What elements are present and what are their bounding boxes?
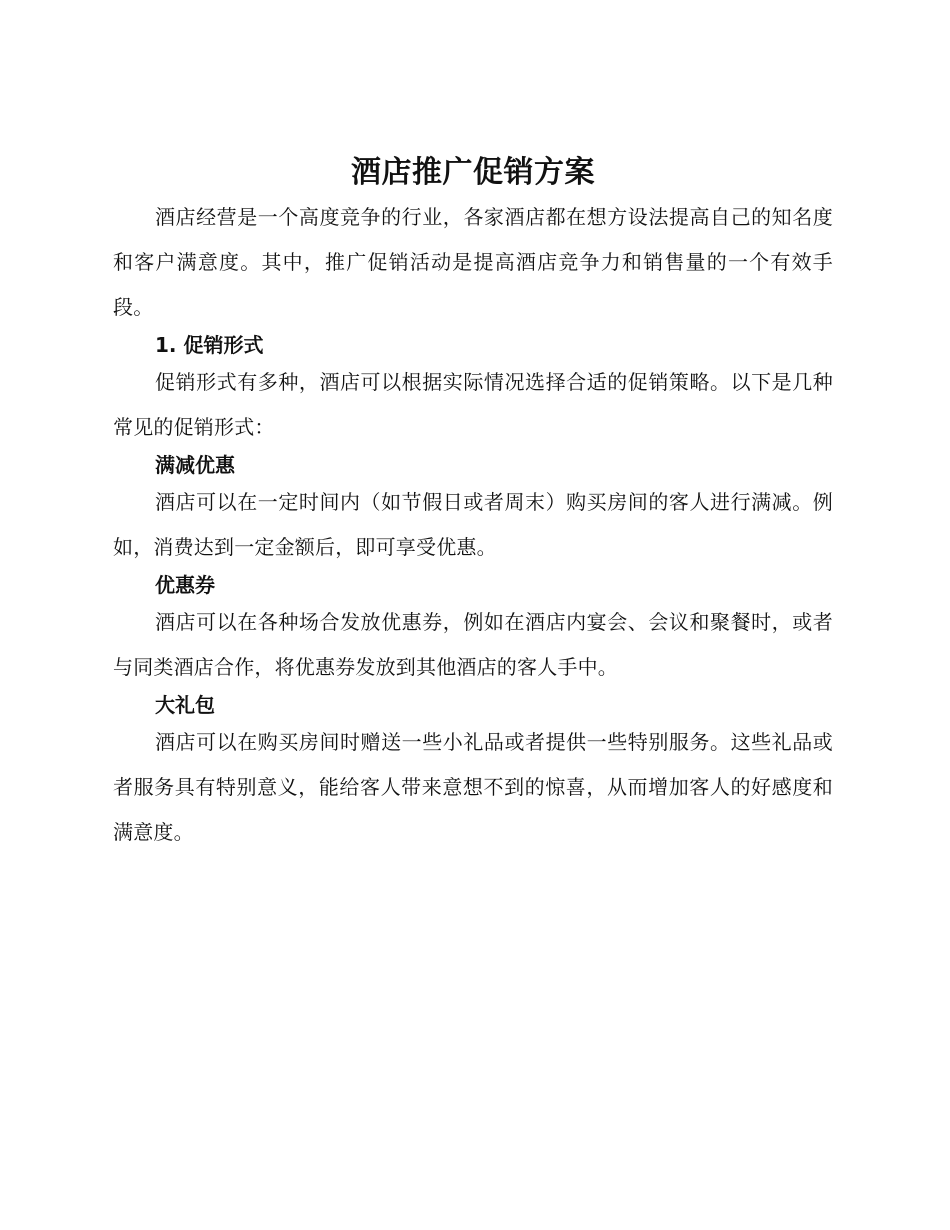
paragraph-coupon: 酒店可以在各种场合发放优惠券，例如在酒店内宴会、会议和聚餐时，或者与同类酒店合作，将优惠券发放到其他酒店的客人手中。 — [113, 610, 833, 679]
subheading-discount: 满减优惠 — [155, 453, 235, 477]
document-title: 酒店推广促销方案 — [351, 155, 595, 190]
intro-paragraph: 酒店经营是一个高度竞争的行业，各家酒店都在想方设法提高自己的知名度和客户满意度。其中，推广促销活动是提高酒店竞争力和销售量的一个有效手段。 — [113, 205, 833, 319]
subheading-gift-pack: 大礼包 — [155, 693, 215, 717]
subheading-coupon: 优惠券 — [155, 573, 215, 597]
document-content — [113, 150, 833, 855]
section-heading-promotion-forms: 1. 促销形式 — [155, 333, 264, 357]
section-paragraph-promotion-forms: 促销形式有多种，酒店可以根据实际情况选择合适的促销策略。以下是几种常见的促销形式： — [113, 370, 833, 439]
paragraph-gift-pack: 酒店可以在购买房间时赠送一些小礼品或者提供一些特别服务。这些礼品或者服务具有特别意义，能给客人带来意想不到的惊喜，从而增加客人的好感度和满意度。 — [113, 730, 833, 844]
paragraph-discount: 酒店可以在一定时间内（如节假日或者周末）购买房间的客人进行满减。例如，消费达到一定金额后，即可享受优惠。 — [113, 490, 833, 559]
